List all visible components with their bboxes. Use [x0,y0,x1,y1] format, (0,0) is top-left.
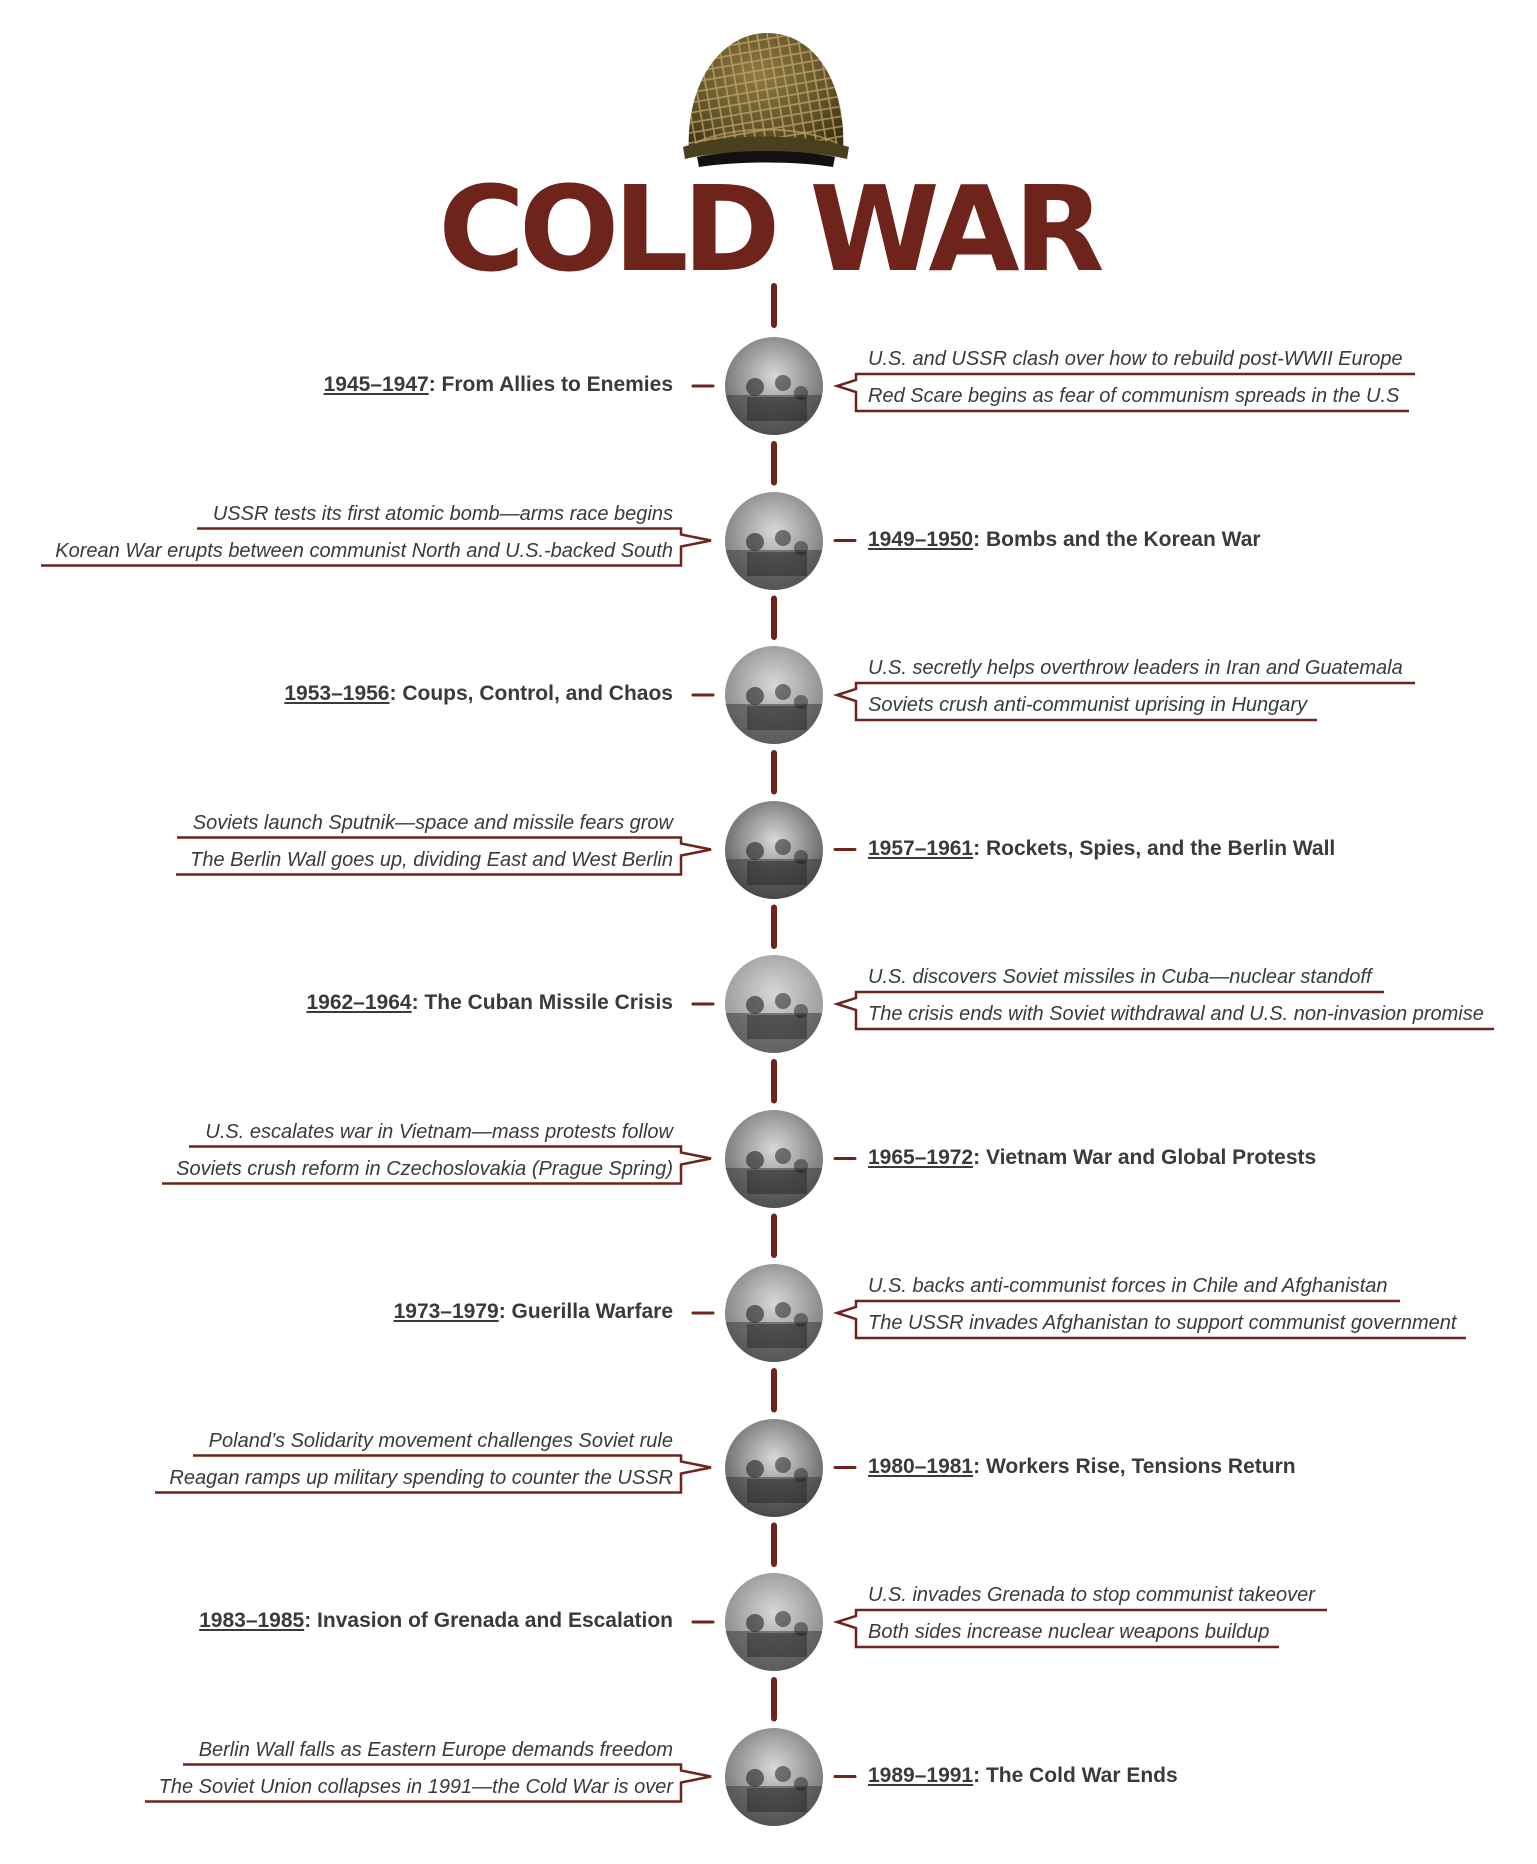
period-photo [725,955,823,1053]
period-title: : Invasion of Grenada and Escalation [304,1609,673,1632]
event-text: Red Scare begins as fear of communism spreads in the U.S [868,385,1400,407]
period-photo [725,646,823,744]
period-title: : The Cold War Ends [973,1763,1178,1787]
period-label [868,1456,1296,1477]
event-text: Korean War erupts between communist North and U.S.-backed South [55,539,673,562]
event-text: Both sides increase nuclear weapons buildup [868,1621,1270,1643]
event-text: U.S. escalates war in Vietnam—mass protests follow [205,1120,673,1143]
period-years: 1962–1964 [306,991,412,1014]
event-text: Reagan ramps up military spending to counter the USSR [169,1466,673,1489]
period-years: 1953–1956 [284,682,390,705]
period-years: 1983–1985 [199,1609,305,1632]
event-text: U.S. discovers Soviet missiles in Cuba—nuclear standoff [868,966,1372,988]
event-text: Soviets crush reform in Czechoslovakia (Prague Spring) [176,1157,673,1180]
event-text: Soviets crush anti-communist uprising in Hungary [868,694,1308,716]
period-label [868,1765,1178,1786]
period-label [394,1301,673,1322]
period-photo [725,1573,823,1671]
period-title: : Bombs and the Korean War [973,527,1261,551]
period-title: : Vietnam War and Global Protests [973,1145,1317,1169]
event-text: U.S. secretly helps overthrow leaders in Iran and Guatemala [868,657,1403,679]
period-years: 1989–1991 [868,1763,974,1787]
period-years: 1965–1972 [868,1145,974,1169]
page-title: COLD WAR [438,160,1099,298]
period-title: : Coups, Control, and Chaos [389,682,673,705]
period-photo [725,1264,823,1362]
period-years: 1957–1961 [868,836,974,860]
period-title: : Workers Rise, Tensions Return [973,1454,1296,1478]
event-text: Poland’s Solidarity movement challenges Soviet rule [208,1429,673,1452]
event-text: U.S. invades Grenada to stop communist takeover [868,1584,1315,1606]
period-label [199,1610,673,1631]
period-photo [725,1419,823,1517]
event-text: The Soviet Union collapses in 1991—the Cold War is over [158,1775,673,1798]
period-label [868,1147,1316,1168]
period-title: : From Allies to Enemies [428,373,673,396]
period-label [868,838,1335,859]
period-years: 1980–1981 [868,1454,974,1478]
event-text: The USSR invades Afghanistan to support communist government [868,1312,1457,1334]
event-text: U.S. backs anti-communist forces in Chile and Afghanistan [868,1275,1388,1297]
period-photo [725,1110,823,1208]
event-text: Soviets launch Sputnik—space and missile fears grow [192,811,673,834]
event-text: USSR tests its first atomic bomb—arms race begins [212,502,673,525]
period-years: 1945–1947 [323,373,429,396]
period-label [284,683,673,704]
period-label [306,992,673,1013]
period-years: 1973–1979 [393,1300,499,1323]
event-text: Berlin Wall falls as Eastern Europe demands freedom [198,1738,673,1761]
period-years: 1949–1950 [868,527,974,551]
period-title: : Guerilla Warfare [498,1300,673,1323]
period-photo [725,492,823,590]
period-label [324,374,673,395]
period-title: : The Cuban Missile Crisis [411,991,673,1014]
period-label [868,529,1261,550]
event-text: The crisis ends with Soviet withdrawal and U.S. non-invasion promise [868,1003,1484,1025]
period-photo [725,337,823,435]
event-text: U.S. and USSR clash over how to rebuild post-WWII Europe [868,348,1403,370]
event-text: The Berlin Wall goes up, dividing East and West Berlin [190,848,673,871]
period-photo [725,1728,823,1826]
period-photo [725,801,823,899]
period-title: : Rockets, Spies, and the Berlin Wall [973,836,1336,860]
